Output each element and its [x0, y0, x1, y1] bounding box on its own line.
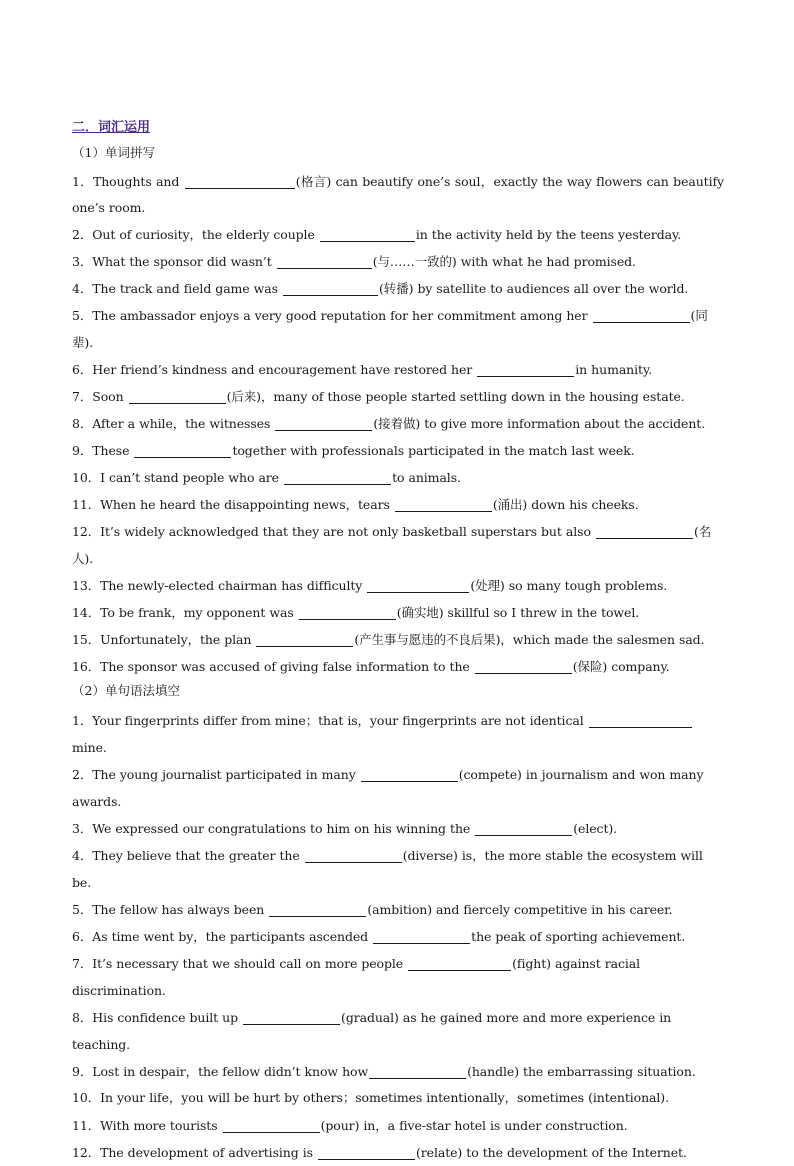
question-text: These [92, 443, 134, 458]
question-item [72, 761, 724, 815]
question-item [72, 842, 724, 896]
question-number: 15． [72, 632, 101, 647]
answer-blank[interactable] [185, 174, 295, 189]
question-item [72, 302, 724, 356]
question-item [72, 275, 724, 302]
answer-blank[interactable] [134, 443, 231, 458]
answer-blank[interactable] [269, 902, 366, 917]
answer-blank[interactable] [369, 1064, 466, 1079]
part2-list [72, 707, 724, 1166]
question-number: 6． [72, 929, 93, 944]
answer-blank[interactable] [320, 227, 415, 242]
question-text: To be frank，my opponent was [100, 605, 298, 620]
question-hint-text: in humanity. [575, 362, 653, 377]
question-hint-text: the peak of sporting achievement. [471, 929, 686, 944]
answer-blank[interactable] [367, 578, 469, 593]
answer-blank[interactable] [477, 362, 574, 377]
question-hint-text: (handle) the embarrassing situation. [467, 1064, 696, 1079]
question-hint-text: (后来)，many of those people started settling down in the housing estate. [226, 389, 685, 404]
question-text: Lost in despair，the fellow didn’t know how [92, 1064, 369, 1079]
answer-blank[interactable] [277, 254, 372, 269]
answer-blank[interactable] [243, 1010, 340, 1025]
question-item [72, 653, 724, 680]
question-item [72, 356, 724, 383]
question-text: It’s widely acknowledged that they are not only basketball superstars but also [100, 524, 595, 539]
part1-list [72, 169, 724, 680]
question-number: 2． [72, 767, 93, 782]
section-title: 二．词汇运用 [72, 120, 151, 135]
question-number: 14． [72, 605, 101, 620]
question-item [72, 410, 724, 437]
question-number: 13． [72, 578, 101, 593]
part1-title: （1）单词拼写 [72, 145, 155, 160]
question-item [72, 1112, 724, 1139]
question-item [72, 518, 724, 572]
question-number: 5． [72, 308, 93, 323]
question-number: 11． [72, 497, 101, 512]
question-text: The young journalist participated in many [92, 767, 360, 782]
question-item [72, 950, 724, 1004]
question-item [72, 221, 724, 248]
question-number: 1． [72, 713, 93, 728]
question-hint-text: mine. [72, 740, 107, 755]
question-item [72, 383, 724, 410]
question-number: 9． [72, 443, 93, 458]
question-hint-text: (保险) company. [572, 659, 670, 674]
answer-blank[interactable] [373, 929, 470, 944]
question-text: When he heard the disappointing news，tears [100, 497, 394, 512]
question-text: What the sponsor did wasn’t [92, 254, 276, 269]
question-text: They believe that the greater the [92, 848, 304, 863]
answer-blank[interactable] [284, 470, 391, 485]
question-number: 7． [72, 956, 93, 971]
answer-blank[interactable] [408, 956, 511, 971]
question-hint-text: (转播) by satellite to audiences all over the world. [379, 281, 689, 296]
question-number: 8． [72, 416, 93, 431]
question-number: 9． [72, 1064, 93, 1079]
question-hint-text: (pour) in，a five-star hotel is under construction. [320, 1118, 628, 1133]
document-content [72, 118, 724, 1166]
answer-blank[interactable] [283, 281, 378, 296]
answer-blank[interactable] [299, 605, 396, 620]
answer-blank[interactable] [129, 389, 226, 404]
answer-blank[interactable] [305, 848, 402, 863]
answer-blank[interactable] [395, 497, 492, 512]
question-text: In your life，you will be hurt by others；sometimes intentionally，sometimes [100, 1090, 589, 1105]
question-hint-text: together with professionals participated in the match last week. [232, 443, 635, 458]
answer-blank[interactable] [475, 821, 572, 836]
question-text: It’s necessary that we should call on more people [92, 956, 408, 971]
question-item [72, 169, 724, 221]
answer-blank[interactable] [256, 632, 353, 647]
answer-blank[interactable] [275, 416, 372, 431]
question-number: 1． [72, 174, 93, 189]
question-text: The ambassador enjoys a very good reputation for her commitment among her [92, 308, 592, 323]
question-text: Soon [92, 389, 128, 404]
question-item [72, 1058, 724, 1085]
question-hint-text: (格言) can beautify one’s soul，exactly the way flowers can beautify one’s room. [72, 174, 724, 215]
question-item [72, 491, 724, 518]
question-hint-text: (ambition) and fiercely competitive in his career. [367, 902, 673, 917]
question-item [72, 923, 724, 950]
question-item [72, 1139, 724, 1166]
question-number: 8． [72, 1010, 93, 1025]
question-item [72, 815, 724, 842]
question-text: Thoughts and [92, 174, 184, 189]
question-hint-text: (diverse) is，the more stable the ecosystem will be. [72, 848, 703, 890]
question-item [72, 896, 724, 923]
question-item [72, 572, 724, 599]
question-hint-text: to animals. [392, 470, 461, 485]
question-text: As time went by，the participants ascended [92, 929, 373, 944]
question-item [72, 1004, 724, 1058]
part2-title: （2）单句语法填空 [72, 683, 180, 698]
question-hint-text: (intentional). [588, 1090, 669, 1105]
question-number: 4． [72, 281, 93, 296]
question-number: 12． [72, 1145, 101, 1160]
question-number: 16． [72, 659, 101, 674]
question-item [72, 1085, 724, 1112]
answer-blank[interactable] [475, 659, 572, 674]
question-number: 6． [72, 362, 93, 377]
answer-blank[interactable] [318, 1145, 415, 1160]
question-text: We expressed our congratulations to him on his winning the [92, 821, 475, 836]
question-item [72, 248, 724, 275]
question-hint-text: (产生事与愿违的不良后果)，which made the salesmen sad. [354, 632, 705, 647]
question-text: The newly-elected chairman has difficulty [100, 578, 367, 593]
question-text: The fellow has always been [92, 902, 269, 917]
question-text: After a while，the witnesses [92, 416, 275, 431]
question-hint-text: (确实地) skillful so I threw in the towel. [396, 605, 640, 620]
question-number: 3． [72, 254, 93, 269]
question-hint-text: in the activity held by the teens yesterday. [415, 227, 682, 242]
question-hint-text: (elect). [573, 821, 618, 836]
question-item [72, 437, 724, 464]
question-number: 2． [72, 227, 93, 242]
question-hint-text: (处理) so many tough problems. [470, 578, 668, 593]
question-number: 11． [72, 1118, 101, 1133]
answer-blank[interactable] [589, 713, 692, 728]
question-item [72, 626, 724, 653]
question-text: The sponsor was accused of giving false information to the [100, 659, 474, 674]
question-hint-text: (同辈). [72, 308, 708, 350]
question-number: 3． [72, 821, 93, 836]
answer-blank[interactable] [596, 524, 693, 539]
question-number: 4． [72, 848, 93, 863]
question-text: Your fingerprints differ from mine；that is，your fingerprints are not identical [92, 713, 588, 728]
answer-blank[interactable] [223, 1118, 320, 1133]
question-hint-text: (relate) to the development of the Internet. [416, 1145, 687, 1160]
question-number: 12． [72, 524, 101, 539]
question-text: With more tourists [100, 1118, 222, 1133]
question-number: 10． [72, 1090, 101, 1105]
question-number: 10． [72, 470, 101, 485]
question-number: 7． [72, 389, 93, 404]
question-number: 5． [72, 902, 93, 917]
question-hint-text: (与……一致的) with what he had promised. [372, 254, 636, 269]
question-text: The track and field game was [92, 281, 283, 296]
question-hint-text: (名人). [72, 524, 712, 566]
question-item [72, 599, 724, 626]
answer-blank[interactable] [361, 767, 458, 782]
question-text: Her friend’s kindness and encouragement have restored her [92, 362, 477, 377]
question-item [72, 707, 724, 761]
question-text: The development of advertising is [100, 1145, 318, 1160]
question-hint-text: (gradual) as he gained more and more experience in teaching. [72, 1010, 672, 1052]
question-hint-text: (涌出) down his cheeks. [492, 497, 639, 512]
answer-blank[interactable] [593, 308, 690, 323]
question-hint-text: (compete) in journalism and won many awards. [72, 767, 704, 809]
question-text: I can’t stand people who are [100, 470, 284, 485]
question-hint-text: (接着做) to give more information about the accident. [373, 416, 706, 431]
question-text: Out of curiosity，the elderly couple [92, 227, 319, 242]
question-text: Unfortunately，the plan [100, 632, 256, 647]
question-text: His confidence built up [92, 1010, 243, 1025]
question-hint-text: (fight) against racial discrimination. [72, 956, 641, 998]
question-item [72, 464, 724, 491]
